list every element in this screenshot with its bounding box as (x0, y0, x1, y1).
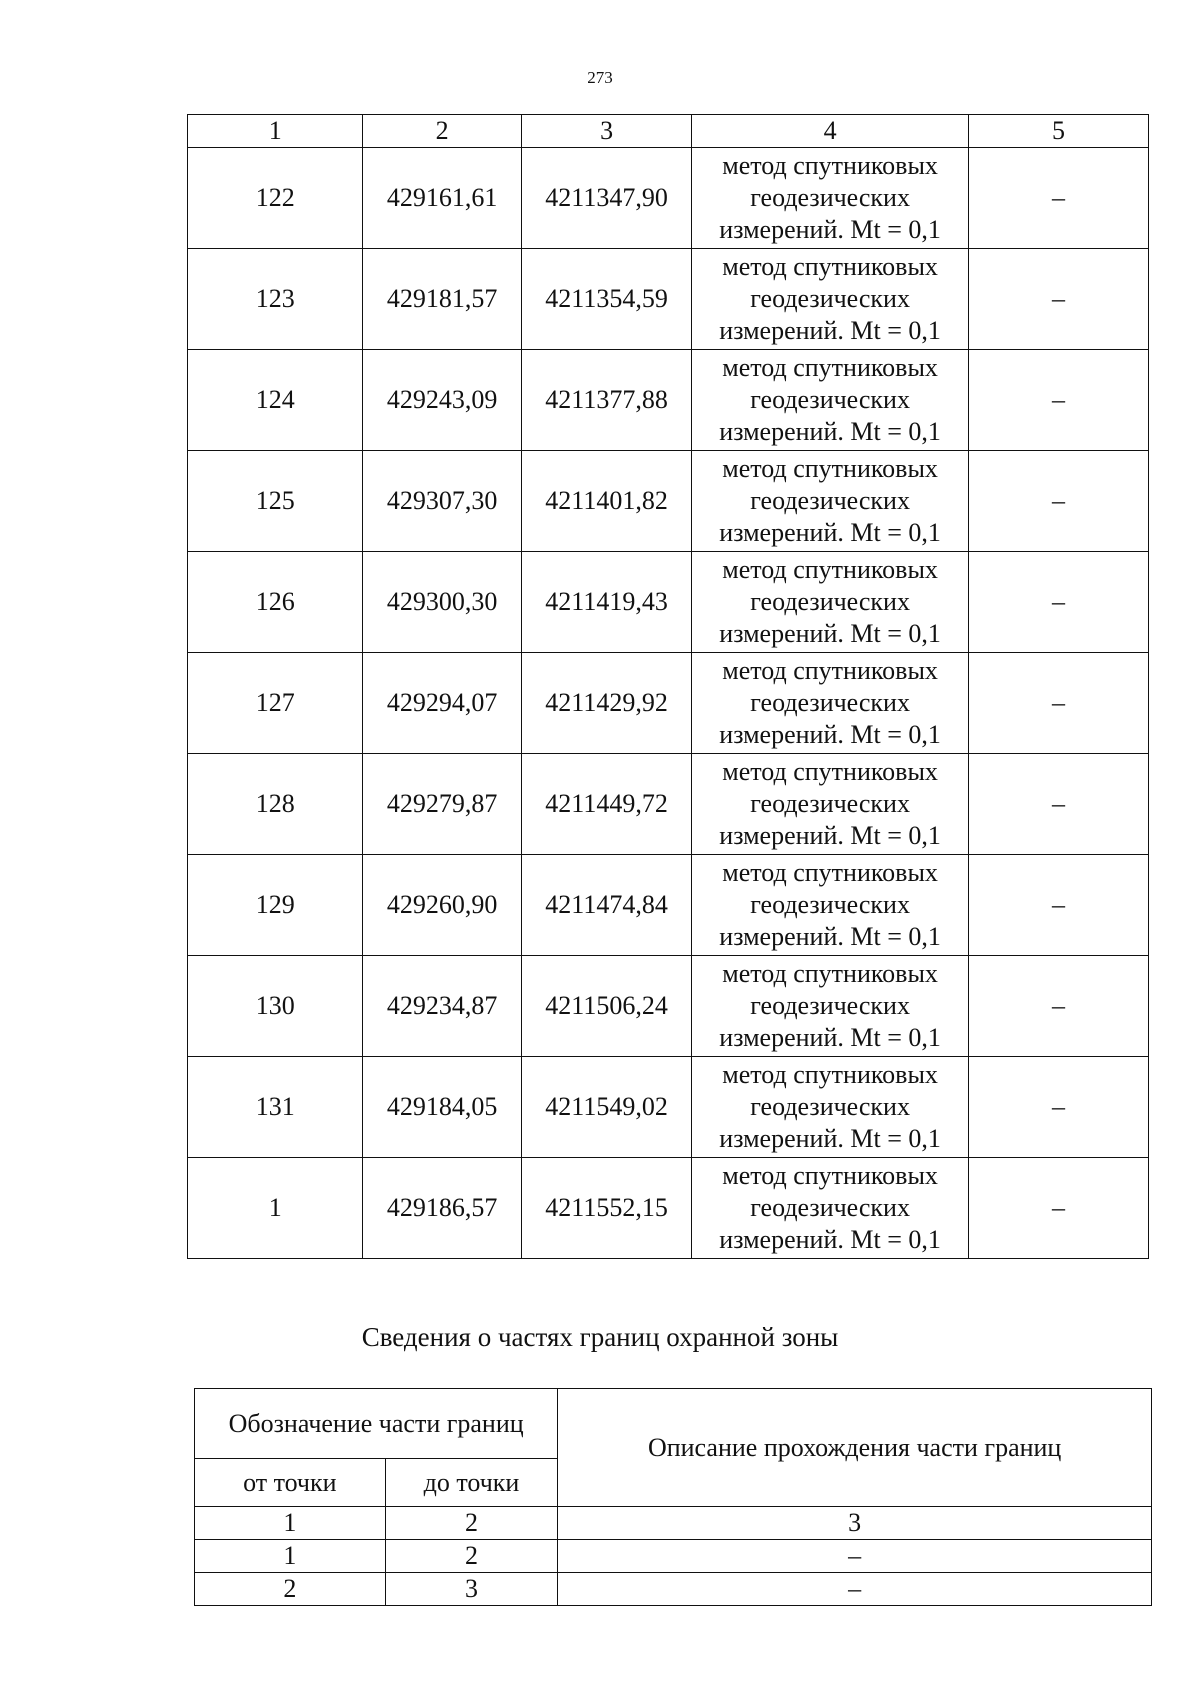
note-cell: – (968, 1158, 1148, 1259)
y-coordinate-cell: 4211449,72 (521, 754, 691, 855)
y-coordinate-cell: 4211429,92 (521, 653, 691, 754)
method-line: геодезических (750, 284, 910, 313)
table-row (195, 1573, 1152, 1606)
x-coordinate-cell: 429294,07 (363, 653, 521, 754)
method-cell (692, 1057, 969, 1158)
method-cell (692, 148, 969, 249)
x-coordinate-cell: 429184,05 (363, 1057, 521, 1158)
table-row (188, 552, 1149, 653)
note-cell: – (968, 350, 1148, 451)
point-number-cell: 125 (188, 451, 363, 552)
coordinates-table (187, 114, 1149, 1259)
point-number-cell: 131 (188, 1057, 363, 1158)
method-line: измерений. Mt = 0,1 (719, 922, 941, 951)
column-header: 5 (968, 115, 1148, 148)
note-cell: – (968, 552, 1148, 653)
method-line: геодезических (750, 991, 910, 1020)
method-line: геодезических (750, 1092, 910, 1121)
method-line: измерений. Mt = 0,1 (719, 720, 941, 749)
description-cell: 3 (558, 1507, 1152, 1540)
method-line: измерений. Mt = 0,1 (719, 1124, 941, 1153)
to-point-cell: 2 (385, 1507, 558, 1540)
page-number: 273 (587, 68, 613, 87)
x-coordinate-cell: 429181,57 (363, 249, 521, 350)
method-line: измерений. Mt = 0,1 (719, 518, 941, 547)
method-line: геодезических (750, 1193, 910, 1222)
x-coordinate-cell: 429300,30 (363, 552, 521, 653)
point-number-cell: 128 (188, 754, 363, 855)
table-header-row (188, 115, 1149, 148)
y-coordinate-cell: 4211549,02 (521, 1057, 691, 1158)
table-row (195, 1540, 1152, 1573)
point-number-cell: 127 (188, 653, 363, 754)
note-cell: – (968, 855, 1148, 956)
method-line: измерений. Mt = 0,1 (719, 1023, 941, 1052)
method-line: геодезических (750, 587, 910, 616)
point-number-cell: 129 (188, 855, 363, 956)
table-row (188, 249, 1149, 350)
point-number-cell: 130 (188, 956, 363, 1057)
method-line: метод спутниковых (722, 858, 938, 887)
method-cell (692, 653, 969, 754)
method-line: метод спутниковых (722, 1161, 938, 1190)
note-cell: – (968, 249, 1148, 350)
method-cell (692, 249, 969, 350)
note-cell: – (968, 754, 1148, 855)
method-cell (692, 956, 969, 1057)
method-cell (692, 754, 969, 855)
table-row (195, 1507, 1152, 1540)
point-number-cell: 124 (188, 350, 363, 451)
table-row (188, 653, 1149, 754)
point-number-cell: 126 (188, 552, 363, 653)
x-coordinate-cell: 429243,09 (363, 350, 521, 451)
method-line: геодезических (750, 183, 910, 212)
method-cell (692, 451, 969, 552)
method-line: метод спутниковых (722, 757, 938, 786)
table-row (188, 1158, 1149, 1259)
y-coordinate-cell: 4211347,90 (521, 148, 691, 249)
method-line: метод спутниковых (722, 959, 938, 988)
point-number-cell: 1 (188, 1158, 363, 1259)
column-header: 3 (521, 115, 691, 148)
y-coordinate-cell: 4211419,43 (521, 552, 691, 653)
x-coordinate-cell: 429307,30 (363, 451, 521, 552)
note-cell: – (968, 148, 1148, 249)
table-row (188, 754, 1149, 855)
method-line: измерений. Mt = 0,1 (719, 821, 941, 850)
note-cell: – (968, 653, 1148, 754)
table-row (188, 148, 1149, 249)
table-row (188, 350, 1149, 451)
method-line: геодезических (750, 385, 910, 414)
method-line: измерений. Mt = 0,1 (719, 1225, 941, 1254)
designation-header: Обозначение части границ (195, 1389, 558, 1459)
method-line: метод спутниковых (722, 252, 938, 281)
point-number-cell: 122 (188, 148, 363, 249)
method-line: метод спутниковых (722, 555, 938, 584)
from-point-cell: 1 (195, 1540, 386, 1573)
to-point-header: до точки (385, 1459, 558, 1507)
column-header: 4 (692, 115, 969, 148)
to-point-cell: 2 (385, 1540, 558, 1573)
x-coordinate-cell: 429260,90 (363, 855, 521, 956)
boundary-parts-table-body (195, 1507, 1152, 1606)
method-line: геодезических (750, 688, 910, 717)
note-cell: – (968, 451, 1148, 552)
y-coordinate-cell: 4211506,24 (521, 956, 691, 1057)
coordinates-table-body (188, 148, 1149, 1259)
y-coordinate-cell: 4211552,15 (521, 1158, 691, 1259)
method-line: измерений. Mt = 0,1 (719, 417, 941, 446)
point-number-cell: 123 (188, 249, 363, 350)
method-cell (692, 552, 969, 653)
x-coordinate-cell: 429279,87 (363, 754, 521, 855)
x-coordinate-cell: 429186,57 (363, 1158, 521, 1259)
method-line: измерений. Mt = 0,1 (719, 316, 941, 345)
method-line: измерений. Mt = 0,1 (719, 215, 941, 244)
note-cell: – (968, 1057, 1148, 1158)
y-coordinate-cell: 4211354,59 (521, 249, 691, 350)
note-cell: – (968, 956, 1148, 1057)
y-coordinate-cell: 4211401,82 (521, 451, 691, 552)
x-coordinate-cell: 429234,87 (363, 956, 521, 1057)
section-title: Сведения о частях границ охранной зоны (361, 1322, 839, 1352)
description-header: Описание прохождения части границ (558, 1389, 1152, 1507)
table-row (188, 451, 1149, 552)
method-line: метод спутниковых (722, 656, 938, 685)
method-line: геодезических (750, 890, 910, 919)
x-coordinate-cell: 429161,61 (363, 148, 521, 249)
column-header: 2 (363, 115, 521, 148)
y-coordinate-cell: 4211377,88 (521, 350, 691, 451)
table-row (188, 1057, 1149, 1158)
method-cell (692, 1158, 969, 1259)
method-line: геодезических (750, 789, 910, 818)
method-cell (692, 855, 969, 956)
method-line: геодезических (750, 486, 910, 515)
method-line: метод спутниковых (722, 353, 938, 382)
description-cell: – (558, 1573, 1152, 1606)
column-header: 1 (188, 115, 363, 148)
method-line: метод спутниковых (722, 454, 938, 483)
method-line: измерений. Mt = 0,1 (719, 619, 941, 648)
boundary-parts-table (194, 1388, 1152, 1606)
from-point-cell: 2 (195, 1573, 386, 1606)
table-row (188, 855, 1149, 956)
y-coordinate-cell: 4211474,84 (521, 855, 691, 956)
method-cell (692, 350, 969, 451)
table-row (188, 956, 1149, 1057)
method-line: метод спутниковых (722, 1060, 938, 1089)
description-cell: – (558, 1540, 1152, 1573)
to-point-cell: 3 (385, 1573, 558, 1606)
method-line: метод спутниковых (722, 151, 938, 180)
table-header-row (195, 1389, 1152, 1459)
from-point-header: от точки (195, 1459, 386, 1507)
from-point-cell: 1 (195, 1507, 386, 1540)
